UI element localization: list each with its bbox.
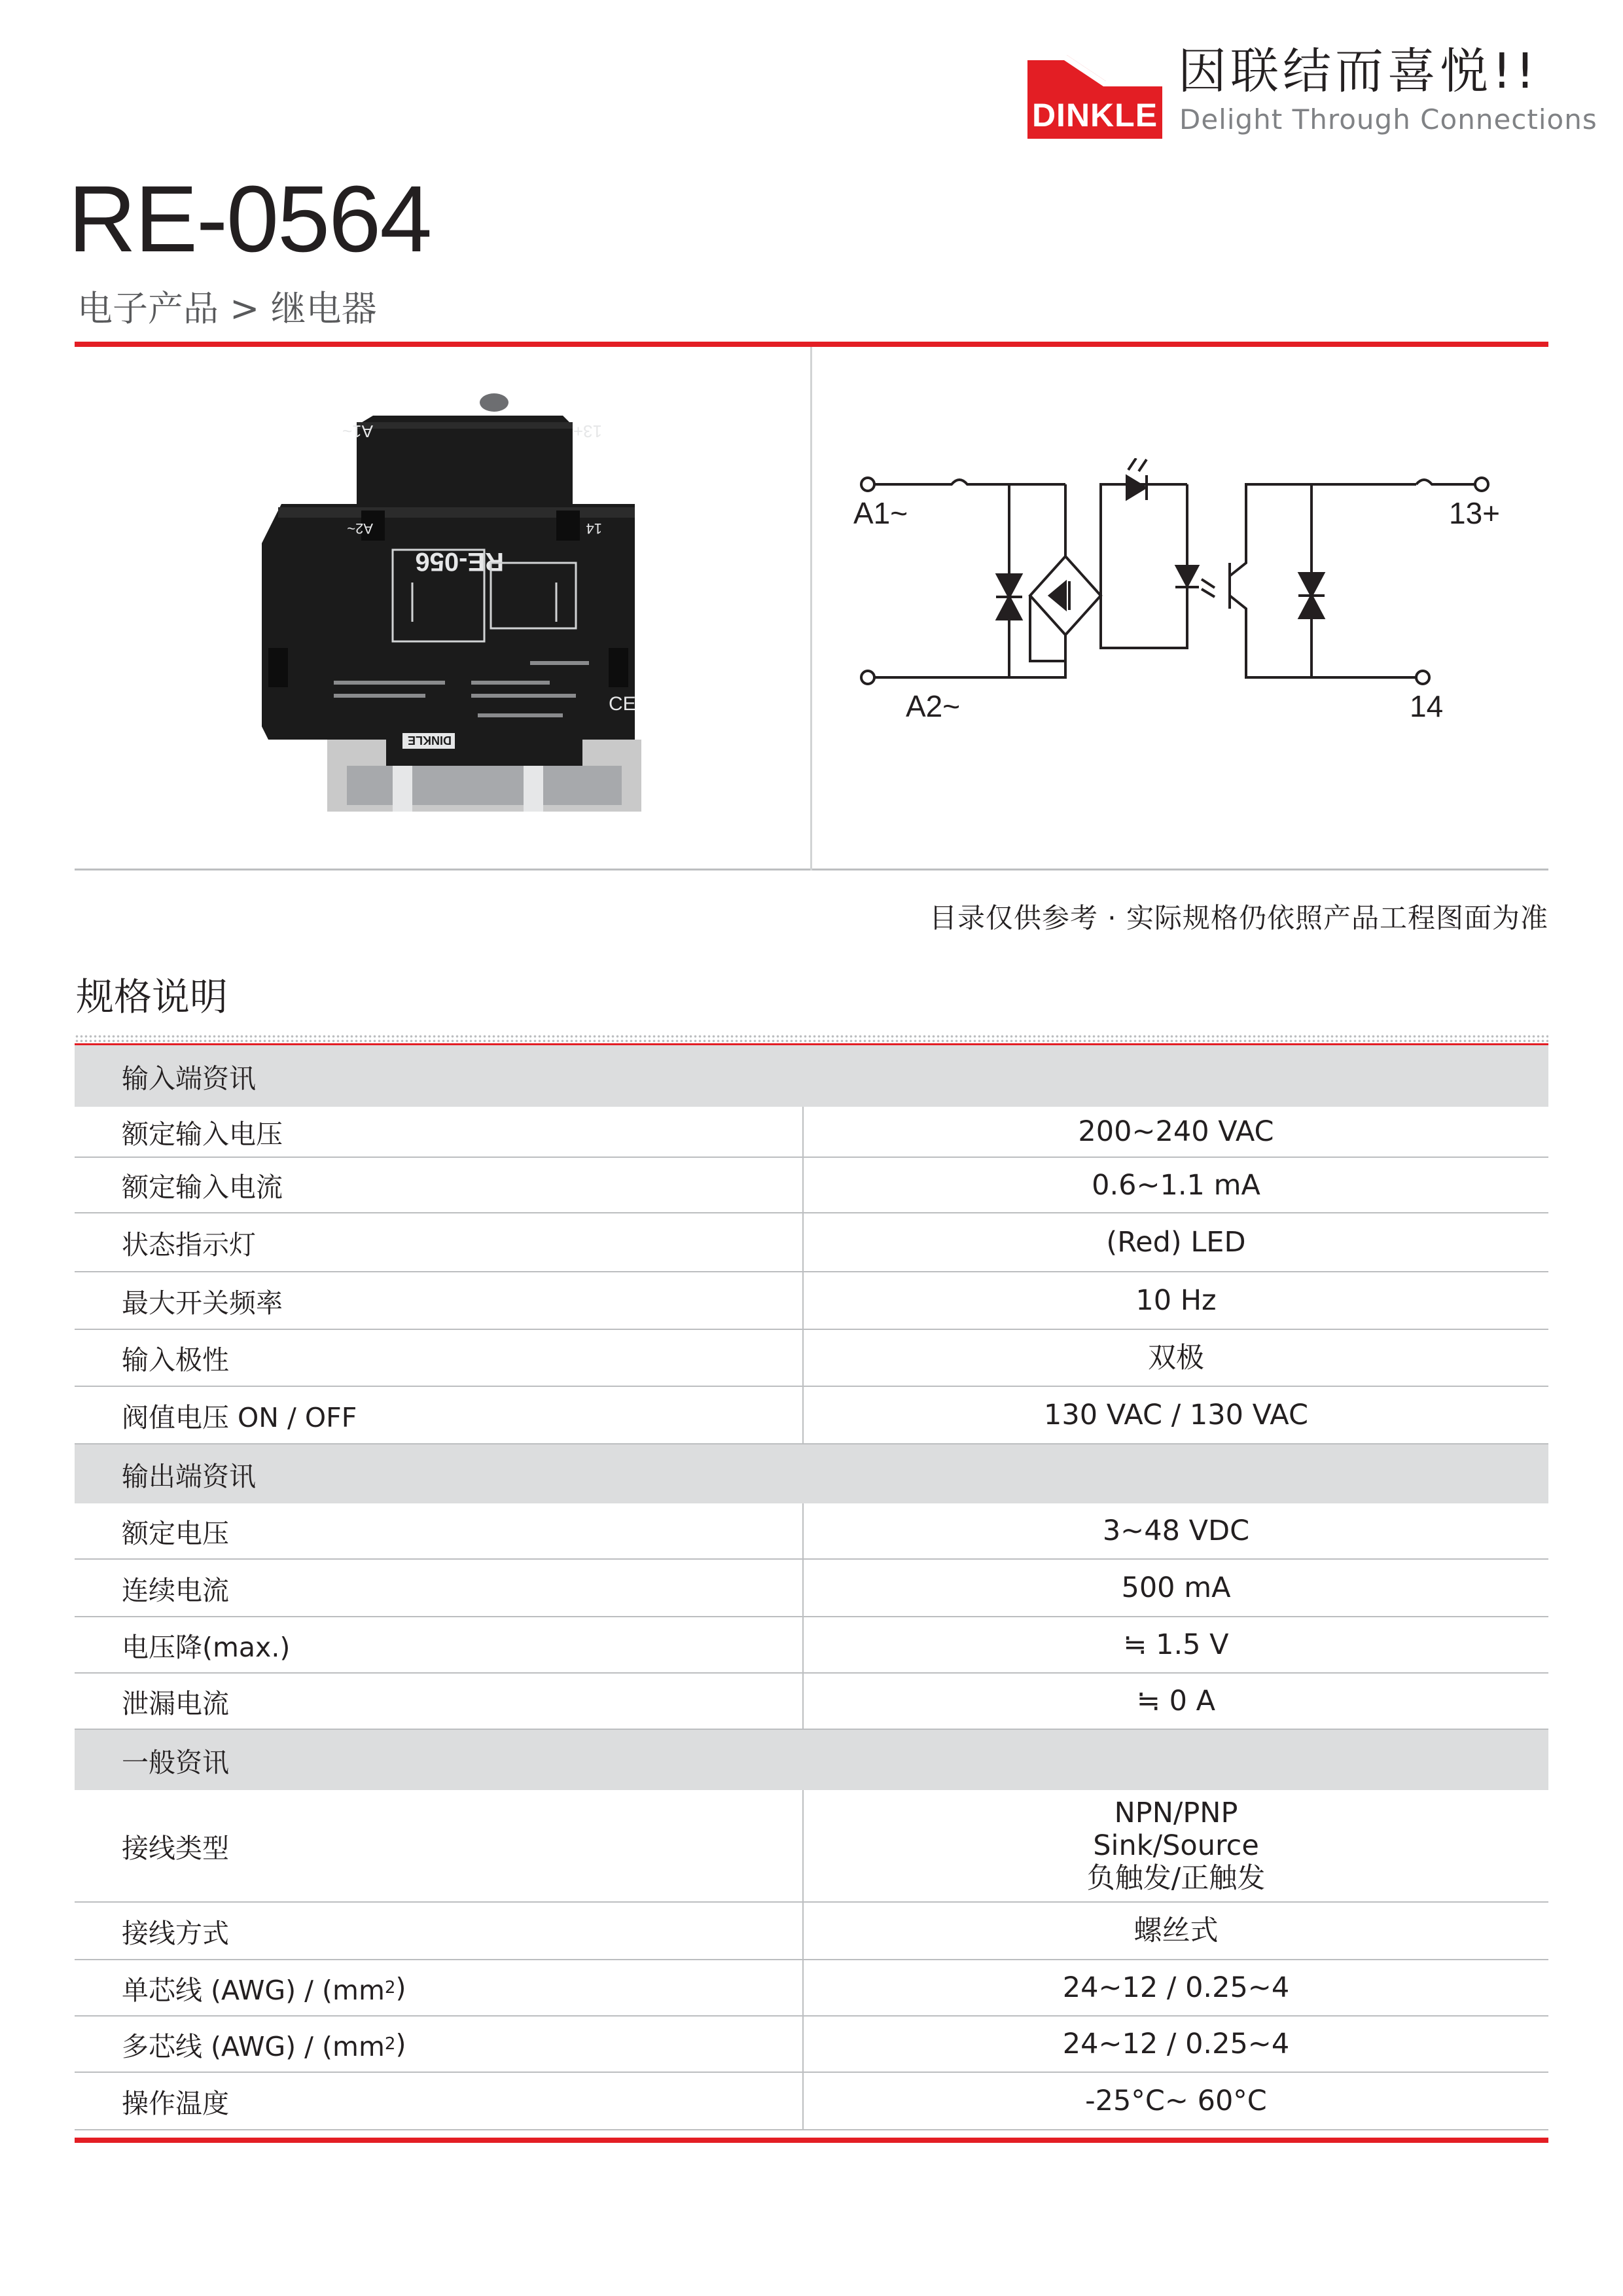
spec-section-title: 规格说明 (76, 975, 228, 1019)
spec-label: 单芯线 (AWG) / (mm 2 ) (75, 1960, 804, 2015)
table-row (75, 1903, 1548, 1960)
table-row (75, 1158, 1548, 1213)
table-row (75, 1272, 1548, 1330)
table-row (75, 1617, 1548, 1674)
spec-value: 螺丝式 (1133, 1914, 1219, 1947)
label-text: 单芯线 (AWG) / (mm (122, 1974, 385, 2006)
spec-value: 3~48 VDC (1102, 1515, 1250, 1547)
svg-text:A1~: A1~ (342, 422, 373, 441)
svg-text:14: 14 (586, 520, 602, 537)
spec-label: 状态指示灯 (75, 1213, 804, 1271)
spec-value: -25°C~ 60°C (1085, 2085, 1267, 2117)
wiring-type-line: 负触发/正触发 (1086, 1862, 1266, 1895)
spec-value: ≒ 1.5 V (1123, 1628, 1229, 1661)
spec-label: 电压降(max.) (75, 1617, 804, 1672)
product-images (75, 347, 1548, 870)
logo-wordmark: DINKLE (1031, 97, 1158, 134)
slogan-chinese: 因联结而喜悦!! (1178, 43, 1539, 99)
spec-value: 24~12 / 0.25~4 (1062, 1971, 1290, 2004)
breadcrumb: 电子产品 > 继电器 (77, 288, 377, 329)
spec-value: ≒ 0 A (1136, 1685, 1216, 1717)
footer-divider (75, 2138, 1548, 2143)
header-divider (75, 342, 1548, 347)
slogan-english: Delight Through Connections (1179, 103, 1597, 135)
svg-text:A2~: A2~ (347, 520, 373, 537)
brand-header (1027, 41, 1597, 139)
spec-value: 10 Hz (1135, 1284, 1217, 1317)
table-row (75, 2073, 1548, 2130)
spec-value-multiline (804, 1790, 1548, 1901)
spec-label: 额定电压 (75, 1503, 804, 1558)
group-label: 输出端资讯 (122, 1460, 256, 1492)
table-row (75, 2017, 1548, 2073)
spec-value: 130 VAC / 130 VAC (1043, 1399, 1308, 1431)
disclaimer-note: 目录仅供参考 · 实际规格仍依照产品工程图面为准 (929, 902, 1548, 934)
wiring-type-line: NPN/PNP (1114, 1797, 1238, 1829)
spec-value: 200~240 VAC (1078, 1115, 1274, 1148)
label-13: 13+ (1449, 496, 1501, 530)
table-row (75, 1213, 1548, 1272)
svg-text:CE: CE (609, 693, 636, 715)
spec-value: 0.6~1.1 mA (1092, 1168, 1260, 1202)
dotted-separator (75, 1034, 1548, 1043)
label-suffix: ) (395, 2028, 406, 2060)
spec-label: 多芯线 (AWG) / (mm 2 ) (75, 2017, 804, 2072)
spec-label: 连续电流 (75, 1560, 804, 1616)
spec-value: 双极 (1148, 1341, 1204, 1374)
table-row (75, 1960, 1548, 2017)
spec-value: 500 mA (1121, 1571, 1231, 1604)
spec-label: 阀值电压 ON / OFF (75, 1387, 804, 1443)
label-text: 多芯线 (AWG) / (mm (122, 2030, 385, 2062)
table-row (75, 1387, 1548, 1444)
device-label-text: RE-056 (415, 547, 504, 576)
spec-table (75, 1045, 1548, 2130)
circuit-schematic (853, 458, 1606, 733)
spec-label: 输入极性 (75, 1330, 804, 1386)
product-photo (216, 373, 766, 844)
group-label: 输入端资讯 (122, 1062, 256, 1094)
label-suffix: ) (395, 1972, 406, 2003)
table-row (75, 1790, 1548, 1903)
spec-label: 额定输入电流 (75, 1158, 804, 1212)
spec-label: 额定输入电压 (75, 1107, 804, 1157)
spec-label: 接线方式 (75, 1903, 804, 1959)
spec-label: 接线类型 (75, 1790, 804, 1901)
spec-value: 24~12 / 0.25~4 (1062, 2028, 1290, 2060)
group-label: 一般资讯 (122, 1746, 229, 1778)
group-row-general (75, 1730, 1548, 1790)
spec-value: (Red) LED (1106, 1226, 1246, 1259)
svg-text:13+: 13+ (573, 422, 602, 441)
table-row (75, 1674, 1548, 1730)
group-row-output (75, 1444, 1548, 1503)
table-row (75, 1107, 1548, 1158)
label-a2: A2~ (906, 689, 961, 723)
label-a1: A1~ (853, 496, 908, 530)
table-row (75, 1503, 1548, 1560)
spec-label: 最大开关频率 (75, 1272, 804, 1329)
label-14: 14 (1410, 689, 1444, 723)
photo-brand-label: DINKLE (408, 734, 452, 747)
table-row (75, 1330, 1548, 1387)
group-row-input (75, 1045, 1548, 1107)
spec-label: 泄漏电流 (75, 1674, 804, 1729)
table-row (75, 1560, 1548, 1617)
spec-label: 操作温度 (75, 2073, 804, 2129)
product-title: RE-0564 (68, 166, 431, 272)
image-divider (810, 347, 812, 870)
dinkle-logo (1027, 41, 1162, 139)
wiring-type-line: Sink/Source (1093, 1829, 1259, 1862)
